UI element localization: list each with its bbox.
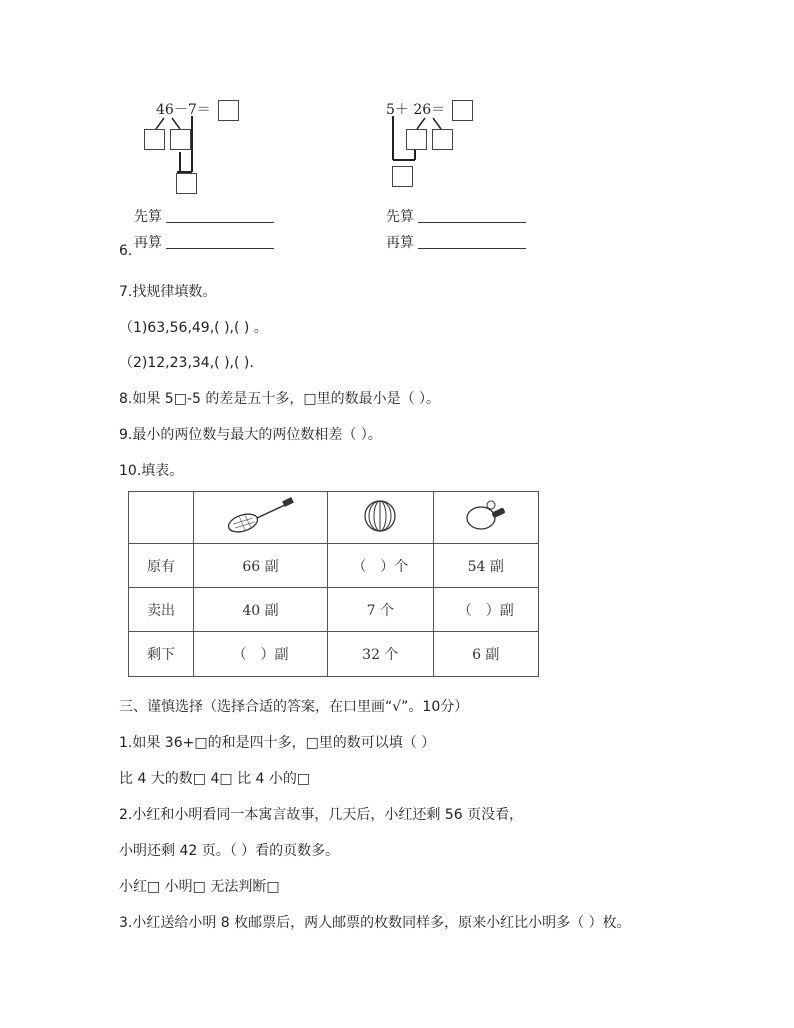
- question-7-part2: （2)12,23,34,( ),( ).: [119, 355, 254, 371]
- right-split-box-1[interactable]: [406, 129, 427, 150]
- left-split-box-1[interactable]: [144, 129, 165, 150]
- question-7-part1: （1)63,56,49,( ),( ) 。: [119, 320, 268, 336]
- left-equation: 46－7＝: [156, 102, 211, 118]
- section-3-question-1-options[interactable]: 比 4 大的数□ 4□ 比 4 小的□: [119, 771, 311, 787]
- question-6-number: 6.: [119, 243, 133, 259]
- section-3-question-2-line1: 2.小红和小明看同一本寓言故事，几天后，小红还剩 56 页没看，: [119, 807, 524, 823]
- table-row-label: 卖出: [129, 588, 194, 632]
- table-cell: 54 副: [433, 544, 538, 588]
- table-row-label: 原有: [129, 544, 194, 588]
- left-answer-box[interactable]: [218, 100, 239, 121]
- right-split-box-2[interactable]: [432, 129, 453, 150]
- right-step1-blank[interactable]: [418, 222, 526, 223]
- section-3-question-2-options[interactable]: 小红□ 小明□ 无法判断□: [119, 879, 280, 895]
- table-cell: 6 副: [433, 632, 538, 677]
- table-row: [129, 588, 539, 632]
- right-step2-blank[interactable]: [418, 248, 526, 249]
- table-cell: 32 个: [328, 632, 433, 677]
- ball-icon: [360, 496, 400, 536]
- badminton-racket-icon: [225, 496, 297, 536]
- left-step1-label: 先算: [134, 209, 162, 225]
- right-result-box[interactable]: [392, 166, 413, 187]
- question-9: 9.最小的两位数与最大的两位数相差（ ）。: [119, 427, 382, 443]
- table-row: [129, 632, 539, 677]
- question-8: 8.如果 5□-5 的差是五十多，□里的数最小是（ ）。: [119, 391, 441, 407]
- table-icon-cell: [433, 492, 538, 544]
- right-equation: 5＋ 26＝: [386, 102, 446, 118]
- section-3-question-2-line2: 小明还剩 42 页。（ ）看的页数多。: [119, 843, 340, 859]
- section-3-question-3: 3.小红送给小明 8 枚邮票后，两人邮票的枚数同样多，原来小红比小明多（ ）枚。: [119, 915, 631, 931]
- section-3-heading: 三、谨慎选择（选择合适的答案，在口里画“√”。10分）: [119, 699, 469, 715]
- left-step2-label: 再算: [134, 235, 162, 251]
- table-cell[interactable]: （ ）个: [328, 544, 433, 588]
- question-10-title: 10.填表。: [119, 463, 184, 479]
- question-7-title: 7.找规律填数。: [119, 284, 217, 300]
- right-step1-label: 先算: [386, 209, 414, 225]
- table-corner-cell: [129, 492, 194, 544]
- table-icon-row: [129, 492, 539, 544]
- section-3-question-1: 1.如果 36+□的和是四十多，□里的数可以填（ ）: [119, 735, 436, 751]
- left-split-box-2[interactable]: [170, 129, 191, 150]
- right-step2-label: 再算: [386, 235, 414, 251]
- left-step1-blank[interactable]: [166, 222, 274, 223]
- left-step2-blank[interactable]: [166, 248, 274, 249]
- table-cell: 66 副: [194, 544, 328, 588]
- table-cell: 40 副: [194, 588, 328, 632]
- table-icon-cell: [194, 492, 328, 544]
- table-cell[interactable]: （ ）副: [433, 588, 538, 632]
- ping-pong-paddle-icon: [461, 496, 511, 536]
- table-row-label: 剩下: [129, 632, 194, 677]
- table-cell[interactable]: （ ）副: [194, 632, 328, 677]
- table-row: [129, 544, 539, 588]
- table-icon-cell: [328, 492, 433, 544]
- left-result-box[interactable]: [176, 173, 197, 194]
- fill-table: [128, 491, 539, 677]
- table-cell: 7 个: [328, 588, 433, 632]
